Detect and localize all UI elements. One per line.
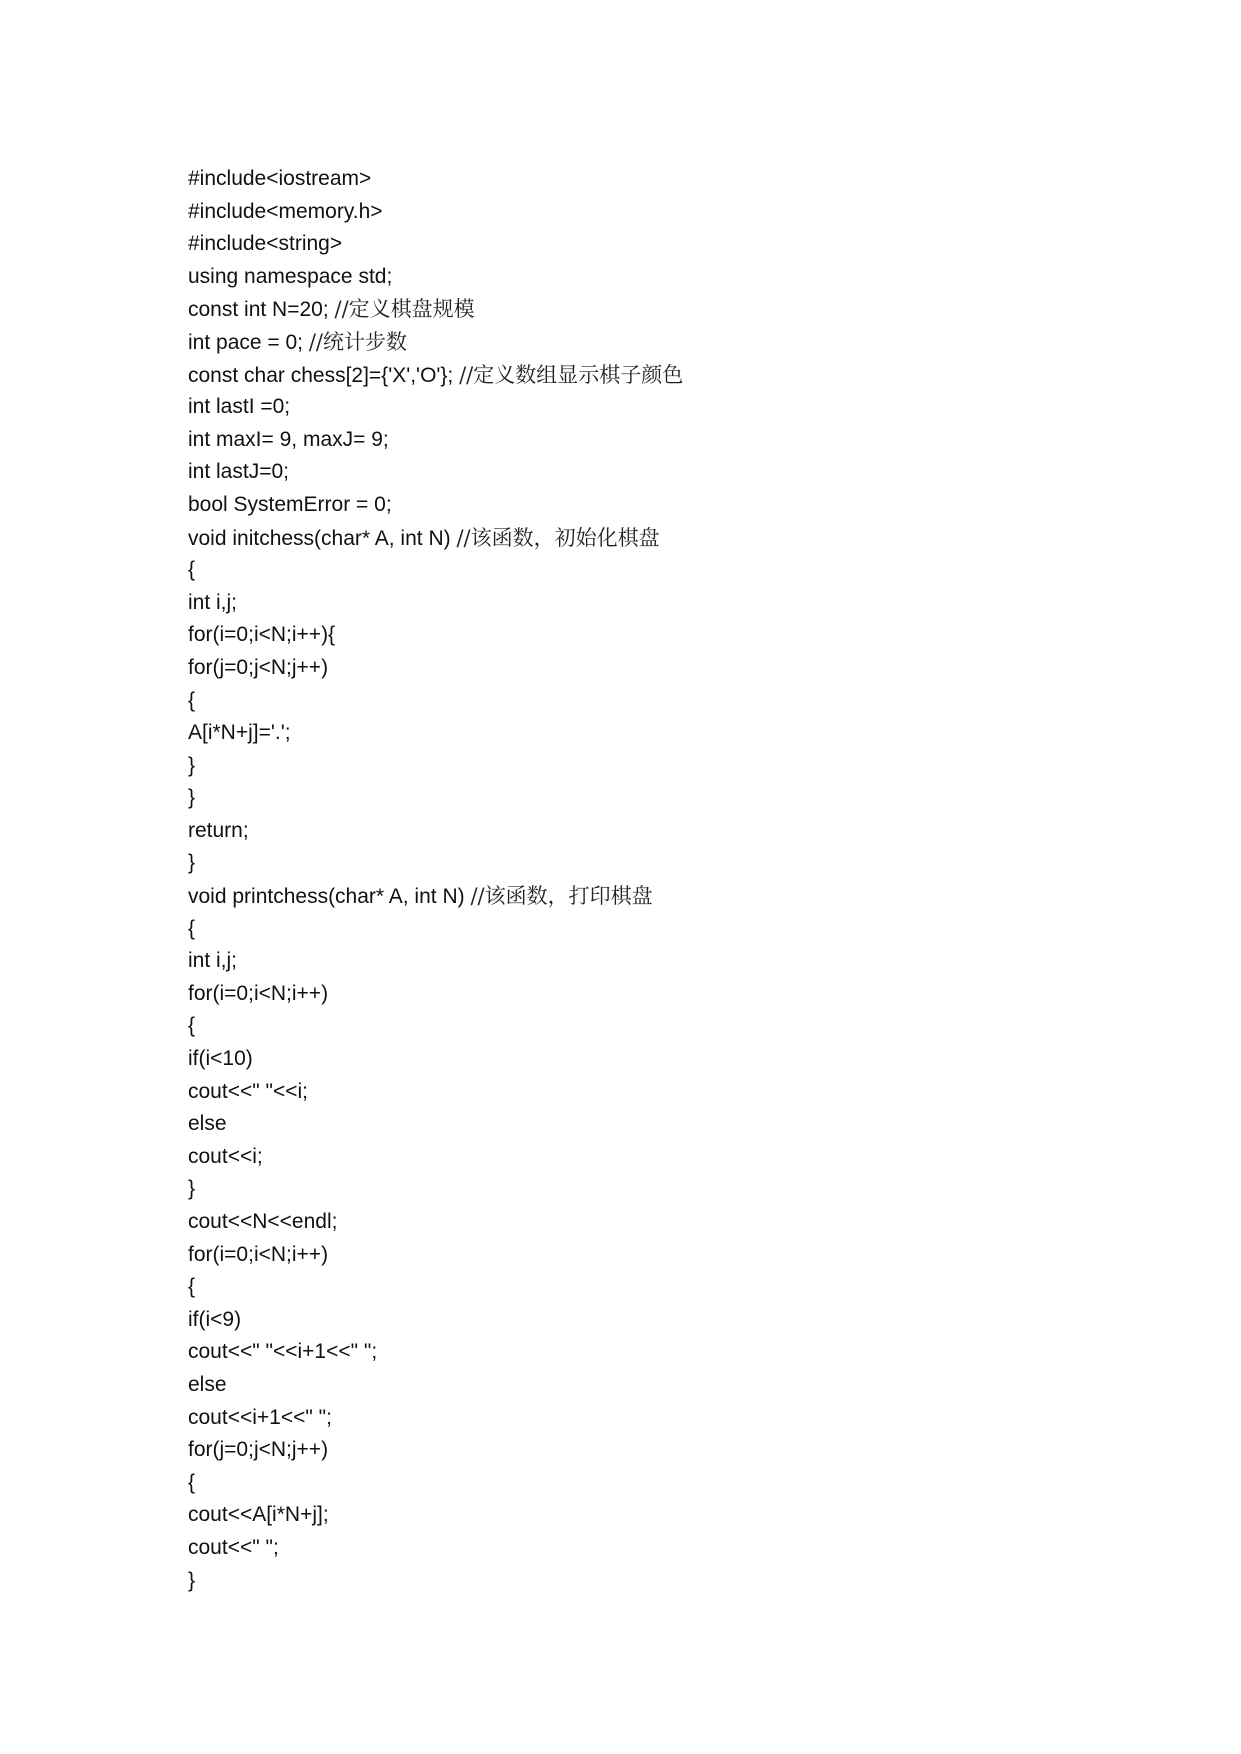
code-text: } — [188, 1177, 196, 1201]
code-line — [188, 261, 1088, 294]
code-listing — [188, 163, 1088, 1597]
code-line — [188, 685, 1088, 718]
code-line — [188, 1402, 1088, 1435]
code-line — [188, 1206, 1088, 1239]
code-text: } — [188, 753, 196, 777]
code-line — [188, 391, 1088, 424]
code-text: cout<<" "; — [188, 1535, 279, 1559]
code-text: void printchess(char* A, int N) — [188, 885, 471, 909]
code-comment: //定义棋盘规模 — [334, 297, 475, 322]
code-line — [188, 326, 1088, 359]
code-text: int lastJ=0; — [188, 460, 289, 484]
code-text: int maxI= 9, maxJ= 9; — [188, 427, 389, 451]
code-text: int i,j; — [188, 590, 238, 614]
code-line — [188, 619, 1088, 652]
code-line — [188, 1467, 1088, 1500]
code-text: else — [188, 1372, 227, 1396]
code-line — [188, 1141, 1088, 1174]
code-line — [188, 359, 1088, 392]
code-text: cout<<i+1<<" "; — [188, 1405, 332, 1429]
code-line — [188, 1108, 1088, 1141]
code-text: cout<<" "<<i+1<<" "; — [188, 1340, 378, 1364]
code-text: if(i<9) — [188, 1307, 242, 1331]
code-line — [188, 1010, 1088, 1043]
code-text: { — [188, 1014, 196, 1038]
code-line — [188, 228, 1088, 261]
code-comment: //定义数组显示棋子颜色 — [459, 362, 684, 387]
code-text: for(j=0;j<N;j++) — [188, 1438, 329, 1462]
code-line — [188, 522, 1088, 555]
code-text: int lastI =0; — [188, 395, 291, 419]
code-text: cout<<A[i*N+j]; — [188, 1503, 329, 1527]
code-line — [188, 554, 1088, 587]
code-text: bool SystemError = 0; — [188, 492, 392, 516]
code-text: #include<iostream> — [188, 167, 372, 190]
code-line — [188, 293, 1088, 326]
code-text: #include<memory.h> — [188, 199, 383, 223]
code-line — [188, 1239, 1088, 1272]
code-line — [188, 1336, 1088, 1369]
code-line — [188, 1369, 1088, 1402]
code-text: { — [188, 688, 196, 712]
code-line — [188, 1499, 1088, 1532]
code-line — [188, 163, 1088, 196]
code-text: int i,j; — [188, 949, 238, 973]
code-line — [188, 1304, 1088, 1337]
code-text: for(i=0;i<N;i++) — [188, 1242, 329, 1266]
code-text: cout<<i; — [188, 1144, 263, 1168]
code-comment: //统计步数 — [308, 329, 407, 354]
code-line — [188, 652, 1088, 685]
code-line — [188, 456, 1088, 489]
code-text: #include<string> — [188, 232, 343, 256]
code-text: for(i=0;i<N;i++){ — [188, 623, 336, 647]
code-text: else — [188, 1112, 227, 1136]
code-line — [188, 913, 1088, 946]
code-line — [188, 1043, 1088, 1076]
code-text: } — [188, 1568, 196, 1592]
code-text: A[i*N+j]='.'; — [188, 721, 291, 745]
code-line — [188, 1565, 1088, 1598]
code-text: cout<<" "<<i; — [188, 1079, 308, 1103]
code-text: const int N=20; — [188, 298, 335, 322]
code-line — [188, 489, 1088, 522]
code-text: { — [188, 1275, 196, 1299]
code-text: for(i=0;i<N;i++) — [188, 981, 329, 1005]
code-text: { — [188, 916, 196, 940]
code-line — [188, 815, 1088, 848]
code-line — [188, 782, 1088, 815]
code-line — [188, 750, 1088, 783]
code-line — [188, 424, 1088, 457]
code-line — [188, 847, 1088, 880]
code-text: } — [188, 851, 196, 875]
code-line — [188, 1434, 1088, 1467]
code-text: using namespace std; — [188, 264, 393, 288]
code-line — [188, 717, 1088, 750]
code-line — [188, 880, 1088, 913]
code-text: if(i<10) — [188, 1047, 253, 1071]
code-text: int pace = 0; — [188, 330, 309, 354]
code-comment: //该函数，打印棋盘 — [470, 884, 653, 909]
code-text: { — [188, 1470, 196, 1494]
code-text: void initchess(char* A, int N) — [188, 526, 457, 550]
code-text: cout<<N<<endl; — [188, 1210, 338, 1233]
code-line — [188, 1173, 1088, 1206]
code-line — [188, 945, 1088, 978]
code-line — [188, 1271, 1088, 1304]
code-text: return; — [188, 818, 249, 842]
code-text: } — [188, 786, 196, 810]
code-comment: //该函数，初始化棋盘 — [456, 525, 660, 550]
code-line — [188, 196, 1088, 229]
code-text: for(j=0;j<N;j++) — [188, 655, 329, 679]
code-text: { — [188, 558, 196, 582]
code-line — [188, 978, 1088, 1011]
code-text: const char chess[2]={'X','O'}; — [188, 363, 460, 387]
code-line — [188, 1532, 1088, 1565]
code-line — [188, 587, 1088, 620]
code-line — [188, 1076, 1088, 1109]
